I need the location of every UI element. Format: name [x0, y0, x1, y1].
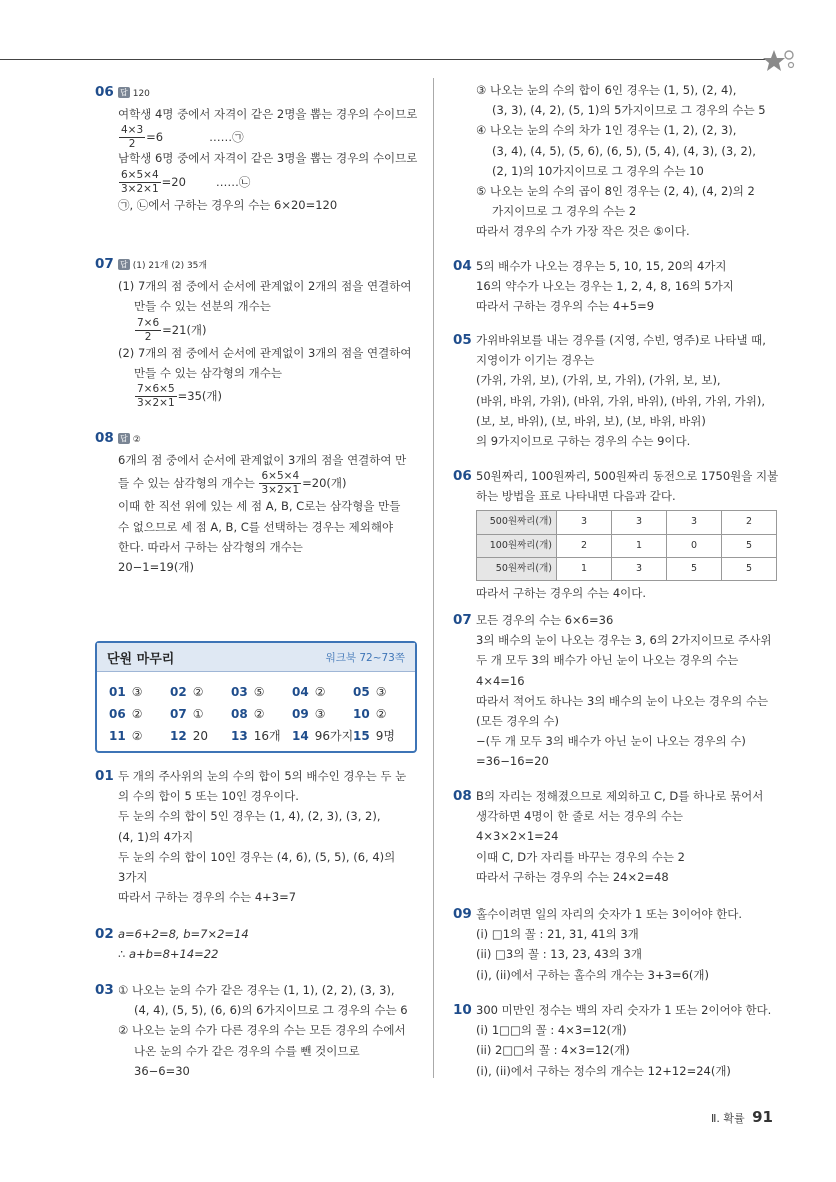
fraction: $\frac{4\times 3}{2}$: [121, 124, 144, 151]
fraction: $\frac{7\times 6\times 5}{3\times 2\times 1}$: [137, 383, 175, 410]
answer-number: 07: [170, 707, 187, 721]
answer-number: 04: [292, 685, 309, 699]
answer-item: [292, 725, 353, 747]
answer-value: ⑤: [253, 685, 265, 699]
problem-number: 02: [95, 926, 114, 942]
text-line: (i), (ii)에서 구하는 정수의 개수는 12+12=24(개): [476, 1063, 731, 1078]
text-line: 50원짜리, 100원짜리, 500원짜리 동전으로 1750원을 지불: [476, 469, 779, 483]
text-line: B의 자리는 정해졌으므로 제외하고 C, D를 하나로 묶어서: [476, 789, 764, 803]
answer-item: [353, 681, 386, 703]
text-line: 따라서 적어도 하나는 3의 배수의 눈이 나오는 경우의 수는: [476, 693, 769, 708]
unit-review-header: [97, 643, 415, 672]
section-label: Ⅱ. 확률: [710, 1112, 745, 1125]
text-line: −(두 개 모두 3의 배수가 아닌 눈이 나오는 경우의 수): [476, 734, 746, 749]
text-line: 수 없으므로 세 점 A, B, C를 선택하는 경우는 제외해야: [118, 519, 394, 534]
text-line: a=6+2=8, b=7×2=14: [118, 927, 249, 941]
star-icon: [762, 46, 798, 76]
answer-value: ②: [131, 707, 143, 721]
answer-value: ②: [192, 685, 204, 699]
text-line: (i) 1□□의 꼴 : 4×3=12(개): [476, 1023, 627, 1038]
text-line: (3, 3), (4, 2), (5, 1)의 5가지이므로 그 경우의 수는 5: [492, 103, 766, 118]
page-footer: [711, 1108, 773, 1126]
problem-number: 08: [453, 788, 472, 804]
text-line: 두 개 모두 3의 배수가 아닌 눈이 나오는 경우의 수는: [476, 653, 739, 668]
text-line: 하는 방법을 표로 나타내면 다음과 같다.: [476, 489, 676, 504]
problem-number: 01: [95, 768, 114, 784]
answer-number: 11: [109, 729, 126, 743]
solution-08: 08 답 ② 6개의 점 중에서 순서에 관계없이 3개의 점을 연결하여 만 들 수 있는 삼각형의 개수는 $\frac{6\times 5\times 4}{3\times 2\times 1}$ =20(개) 이때 한 직선 위에 있는 세 점 A, B, C로는 삼각형을 만들 수 없으므로 세 점 A, B, C를 선택하는 경우는 제외해야 한다. 따라서 구하는 삼각형의 개수는 20−1=19(개): [95, 428, 406, 577]
solution-07: [453, 610, 771, 772]
solution-06: [453, 466, 778, 603]
text-line: 홀수이려면 일의 자리의 숫자가 1 또는 3이어야 한다.: [476, 907, 743, 921]
text-line: 한다. 따라서 구하는 삼각형의 개수는: [118, 539, 303, 554]
answer-value: ②: [375, 707, 387, 721]
answer-value: ①: [192, 707, 204, 721]
table-cell: 5: [722, 534, 777, 557]
text-line: 의 9가지이므로 구하는 경우의 수는 9이다.: [476, 434, 691, 449]
solution-03: [95, 980, 408, 1081]
text-line: 6개의 점 중에서 순서에 관계없이 3개의 점을 연결하여 만: [118, 453, 407, 468]
answer-number: 10: [353, 707, 370, 721]
answer-badge: 답: [120, 88, 128, 97]
text-line: 이때 C, D가 자리를 바꾸는 경우의 수는 2: [476, 849, 685, 864]
answer-item: [353, 725, 395, 747]
text-line: 36−6=30: [134, 1063, 190, 1078]
text-line: (바위, 바위, 가위), (바위, 가위, 바위), (바위, 가위, 가위),: [476, 393, 766, 408]
text-line: 5의 배수가 나오는 경우는 5, 10, 15, 20의 4가지: [476, 259, 727, 273]
answer-item: [170, 681, 203, 703]
answer-item: [109, 703, 142, 725]
table-cell: 3: [557, 511, 612, 534]
column-divider: [433, 78, 434, 1078]
text-line: (ii) 2□□의 꼴 : 4×3=12(개): [476, 1043, 630, 1058]
problem-number: 04: [453, 258, 472, 274]
answer-number: 03: [231, 685, 248, 699]
text-line: (2) 7개의 점 중에서 순서에 관계없이 3개의 점을 연결하여: [118, 345, 412, 360]
problem-number: 06: [95, 84, 114, 100]
table-cell: 2: [557, 534, 612, 557]
text-line: 16의 약수가 나오는 경우는 1, 2, 4, 8, 16의 5가지: [476, 279, 734, 294]
text-line: 3가지: [118, 870, 148, 885]
unit-review-box: [95, 641, 417, 753]
solution-09: [453, 904, 742, 985]
answer-item: [170, 725, 208, 747]
answer-number: 05: [353, 685, 370, 699]
problem-number: 05: [453, 332, 472, 348]
solution-02: [95, 924, 249, 964]
answer-text: ②: [132, 435, 141, 445]
text-line: 따라서 구하는 경우의 수는 4+5=9: [476, 299, 655, 314]
answer-value: ③: [131, 685, 143, 699]
answer-number: 09: [292, 707, 309, 721]
text-line: ⑤ 나오는 눈의 수의 곱이 8인 경우는 (2, 4), (4, 2)의 2: [476, 184, 755, 199]
table-cell: 3: [612, 511, 667, 534]
solution-10: [453, 1000, 771, 1081]
table-row: [477, 511, 777, 534]
answer-text: 120: [132, 89, 150, 99]
table-cell: 1: [557, 557, 612, 580]
answer-item: [231, 703, 264, 725]
answer-number: 14: [292, 729, 309, 743]
answer-text: (1) 21개 (2) 35개: [132, 261, 208, 271]
problem-number: 07: [453, 612, 472, 628]
solution-01: [95, 766, 406, 907]
table-cell: 3: [667, 511, 722, 534]
coin-table: [476, 510, 777, 581]
text-line: 두 눈의 수의 합이 5인 경우는 (1, 4), (2, 3), (3, 2),: [118, 809, 381, 824]
text-line: (모든 경우의 수): [476, 714, 559, 729]
text-line: (4, 4), (5, 5), (6, 6)의 6가지이므로 그 경우의 수는 6: [134, 1003, 408, 1018]
answer-number: 08: [231, 707, 248, 721]
fraction: $\frac{6\times 5\times 4}{3\times 2\times 1}$: [261, 470, 300, 497]
solution-07: 07 답 (1) 21개 (2) 35개 (1) 7개의 점 중에서 순서에 관계없이 2개의 점을 연결하여 만들 수 있는 선분의 개수는 $\frac{7\times 6}{2}$ =21(개) (2) 7개의 점 중에서 순서에 관계없이 3개의 점을 연결하여 만들 수 있는 삼각형의 개수는 $\frac{7\times 6\times 5}{3\times 2\times 1}$ =35(개): [95, 256, 412, 410]
text-line: 20−1=19(개): [118, 560, 194, 575]
table-cell: 1: [612, 534, 667, 557]
solution-05: [453, 330, 766, 451]
text-line: 따라서 구하는 경우의 수는 4+3=7: [118, 890, 297, 905]
answer-item: [292, 703, 325, 725]
text-line: 300 미만인 정수는 백의 자리 숫자가 1 또는 2이어야 한다.: [476, 1003, 772, 1017]
text-line: 4×4=16: [476, 673, 525, 688]
answer-item: [292, 681, 325, 703]
table-row: [477, 557, 777, 580]
text-line: (i), (ii)에서 구하는 홀수의 개수는 3+3=6(개): [476, 967, 709, 982]
answer-value: 20: [192, 729, 208, 743]
answer-value: ②: [314, 685, 326, 699]
answer-item: [109, 681, 142, 703]
text-line: 가지이므로 그 경우의 수는 2: [492, 204, 637, 219]
problem-number: 06: [453, 468, 472, 484]
text-line: ∴ a+b=8+14=22: [118, 947, 219, 962]
answer-number: 01: [109, 685, 126, 699]
text-line: 생각하면 4명이 한 줄로 서는 경우의 수는: [476, 809, 683, 824]
text-line: 따라서 경우의 수가 가장 작은 것은 ⑤이다.: [476, 224, 690, 239]
text-line: 두 눈의 수의 합이 10인 경우는 (4, 6), (5, 5), (6, 4)의: [118, 849, 396, 864]
solution-03-continued: [453, 80, 766, 242]
solution-06: 06 답 120 여학생 4명 중에서 자격이 같은 2명을 뽑는 경우의 수이므로 $\frac{4\times 3}{2}$ =6 ……㉠ 남학생 6명 중에서 자격이 같은 3명을 뽑는 경우의 수이므로 $\frac{6\times 5\times 4}{3\times 2\times 1}$ =20 ……㉡ ㉠, ㉡에서 구하는 경우의 수는 6×20=120: [95, 82, 417, 215]
text-line: 여학생 4명 중에서 자격이 같은 2명을 뽑는 경우의 수이므로: [118, 107, 418, 122]
answer-item: [231, 725, 281, 747]
answer-value: 16개: [253, 729, 281, 743]
answer-value: 9명: [375, 729, 395, 743]
text-line: (보, 보, 바위), (보, 바위, 보), (보, 바위, 바위): [476, 413, 706, 428]
unit-review-title: 단원 마무리: [107, 652, 175, 667]
text-line: 나온 눈의 수가 같은 경우의 수를 뺀 것이므로: [134, 1043, 360, 1058]
text-line: (ii) □3의 꼴 : 13, 23, 43의 3개: [476, 947, 642, 962]
problem-number: 09: [453, 906, 472, 922]
text-line: 4×3×2×1=24: [476, 829, 559, 844]
answer-item: [353, 703, 386, 725]
text-line: (1) 7개의 점 중에서 순서에 관계없이 2개의 점을 연결하여: [118, 279, 412, 294]
table-cell: 5: [667, 557, 722, 580]
table-cell: 3: [612, 557, 667, 580]
text-line: 따라서 구하는 경우의 수는 24×2=48: [476, 869, 669, 884]
table-cell: 0: [667, 534, 722, 557]
answer-number: 15: [353, 729, 370, 743]
text-line: (i) □1의 꼴 : 21, 31, 41의 3개: [476, 927, 639, 942]
header-rule: [0, 59, 772, 60]
text-line: 남학생 6명 중에서 자격이 같은 3명을 뽑는 경우의 수이므로: [118, 151, 418, 166]
table-cell: 2: [722, 511, 777, 534]
text-line: ㉠, ㉡에서 구하는 경우의 수는 6×20=120: [118, 197, 338, 212]
row-header: 50원짜리(개): [477, 557, 557, 580]
text-line: 만들 수 있는 삼각형의 개수는: [134, 365, 282, 380]
text-line: ① 나오는 눈의 수가 같은 경우는 (1, 1), (2, 2), (3, 3),: [118, 983, 395, 997]
answer-badge: 답: [120, 260, 128, 269]
text-line: (가위, 가위, 보), (가위, 보, 가위), (가위, 보, 보),: [476, 373, 721, 388]
fraction: $\frac{7\times 6}{2}$: [137, 316, 160, 343]
problem-number: 03: [95, 982, 114, 998]
solution-08: [453, 786, 763, 887]
text-line: 지영이가 이기는 경우는: [476, 353, 595, 368]
answer-number: 06: [109, 707, 126, 721]
answer-item: [231, 681, 264, 703]
text-line: (3, 4), (4, 5), (5, 6), (6, 5), (5, 4), (4, 3), (3, 2),: [492, 143, 756, 158]
answer-number: 02: [170, 685, 187, 699]
problem-number: 10: [453, 1002, 472, 1018]
row-header: 100원짜리(개): [477, 534, 557, 557]
problem-number: 08: [95, 430, 114, 446]
page-number: 91: [752, 1108, 773, 1126]
answer-value: ③: [375, 685, 387, 699]
text-line: 두 개의 주사위의 눈의 수의 합이 5의 배수인 경우는 두 눈: [118, 769, 407, 783]
text-line: ④ 나오는 눈의 수의 차가 1인 경우는 (1, 2), (2, 3),: [476, 123, 737, 138]
text-line: 만들 수 있는 선분의 개수는: [134, 299, 271, 314]
text-line: 이때 한 직선 위에 있는 세 점 A, B, C로는 삼각형을 만들: [118, 499, 401, 514]
answer-item: [170, 703, 203, 725]
table-cell: 5: [722, 557, 777, 580]
text-line: 의 수의 합이 5 또는 10인 경우이다.: [118, 789, 299, 804]
solution-04: [453, 256, 734, 317]
text-line: (2, 1)의 10가지이므로 그 경우의 수는 10: [492, 163, 704, 178]
problem-number: 07: [95, 256, 114, 272]
text-line: ③ 나오는 눈의 수의 합이 6인 경우는 (1, 5), (2, 4),: [476, 83, 737, 97]
row-header: 500원짜리(개): [477, 511, 557, 534]
answer-value: 96가지: [314, 729, 354, 743]
text-line: 따라서 구하는 경우의 수는 4이다.: [476, 586, 647, 601]
table-row: [477, 534, 777, 557]
text-line: (4, 1)의 4가지: [118, 829, 194, 844]
text-line: 3의 배수의 눈이 나오는 경우는 3, 6의 2가지이므로 주사위: [476, 633, 772, 648]
text-line: 가위바위보를 내는 경우를 (지영, 수빈, 영주)로 나타낼 때,: [476, 333, 766, 347]
answer-value: ②: [253, 707, 265, 721]
answer-badge: 답: [120, 434, 128, 443]
answer-number: 12: [170, 729, 187, 743]
answer-item: [109, 725, 142, 747]
fraction: $\frac{6\times 5\times 4}{3\times 2\times 1}$: [121, 168, 159, 195]
answer-value: ②: [131, 729, 143, 743]
answer-value: ③: [314, 707, 326, 721]
answer-number: 13: [231, 729, 248, 743]
text-line: ② 나오는 눈의 수가 다른 경우의 수는 모든 경우의 수에서: [118, 1023, 406, 1038]
text-line: 모든 경우의 수는 6×6=36: [476, 613, 614, 627]
text-line: =36−16=20: [476, 754, 549, 769]
workbook-reference: 워크북 72~73쪽: [325, 652, 405, 664]
